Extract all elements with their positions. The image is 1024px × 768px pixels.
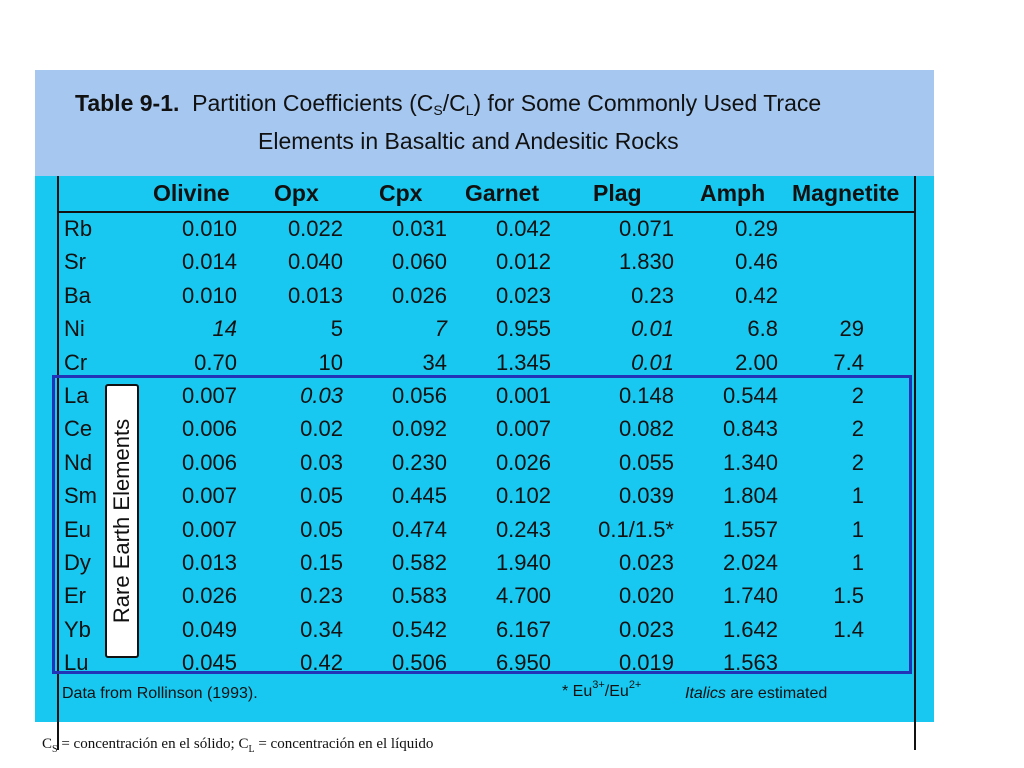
title-text-a: Partition Coefficients (C (192, 90, 434, 116)
cell-plag: 0.055 (618, 449, 674, 475)
cell-garnet: 4.700 (495, 583, 551, 609)
column-header-amph: Amph (700, 180, 766, 206)
cell-plag: 0.148 (618, 383, 674, 408)
cell-plag: 0.1/1.5* (598, 516, 674, 542)
cell-cpx: 0.031 (391, 216, 447, 241)
cell-olivine: 0.014 (181, 249, 237, 275)
cell-amph: 1.642 (722, 616, 778, 642)
footer-cl-sub: L (248, 744, 255, 755)
table-title-line-1 (75, 90, 821, 117)
cell-opx: 10 (318, 349, 343, 375)
table-row-sr (59, 249, 914, 282)
footer-cl-text: = concentración en el líquido (254, 736, 434, 752)
cell-olivine: 0.010 (181, 216, 237, 241)
cell-amph: 1.563 (722, 650, 778, 676)
footer-cs-sub: S (52, 744, 58, 755)
cell-plag: 0.01 (631, 316, 674, 342)
element-label: Cr (64, 349, 88, 375)
element-label: Ni (64, 316, 85, 342)
cell-magnetite: 1.4 (833, 616, 864, 642)
cell-amph: 1.340 (722, 449, 778, 475)
element-label: Lu (64, 650, 89, 676)
footer-cs: C (42, 736, 53, 752)
eu-prefix: * Eu (562, 683, 593, 700)
cell-opx: 0.15 (300, 550, 343, 575)
footer-cs-text: = concentración en el sólido; C (57, 736, 249, 752)
cell-garnet: 0.102 (495, 483, 551, 509)
italics-word: Italics (685, 685, 726, 702)
table-title-line-2: Elements in Basaltic and Andesitic Rocks (258, 128, 679, 154)
cell-olivine: 0.045 (181, 650, 237, 676)
cell-olivine: 0.006 (181, 416, 237, 442)
cell-opx: 0.05 (300, 483, 343, 509)
element-label: Rb (64, 216, 93, 241)
element-label: Sr (64, 249, 86, 275)
eu-footnote (562, 679, 642, 701)
cell-cpx: 0.056 (391, 383, 447, 408)
cell-olivine: 0.006 (181, 449, 237, 475)
cell-opx: 0.013 (287, 282, 343, 308)
cell-olivine: 0.007 (181, 383, 237, 408)
cell-garnet: 0.007 (495, 416, 551, 442)
title-sub-s: S (433, 102, 443, 118)
cell-plag: 0.023 (618, 550, 674, 575)
cell-garnet: 0.001 (495, 383, 551, 408)
ree-label-box (105, 384, 139, 658)
element-label: Sm (64, 483, 97, 509)
cell-plag: 0.082 (618, 416, 674, 442)
cell-amph: 1.740 (722, 583, 778, 609)
ree-highlight-box (52, 375, 912, 674)
table-row-rb (59, 216, 914, 249)
cell-magnetite: 2 (851, 449, 864, 475)
cell-garnet: 1.940 (495, 550, 551, 575)
cell-garnet: 0.012 (495, 249, 551, 275)
cell-olivine: 0.026 (181, 583, 237, 609)
cell-magnetite: 29 (839, 316, 864, 342)
cell-opx: 0.040 (287, 249, 343, 275)
element-label: Yb (64, 616, 91, 642)
cell-plag: 0.020 (618, 583, 674, 609)
cell-amph: 0.544 (722, 383, 778, 408)
cell-olivine: 0.049 (181, 616, 237, 642)
title-sub-l: L (465, 102, 474, 118)
cell-cpx: 0.582 (391, 550, 447, 575)
cell-amph: 6.8 (747, 316, 778, 342)
cell-amph: 0.46 (735, 249, 778, 275)
cell-olivine: 0.013 (181, 550, 237, 575)
cell-opx: 5 (330, 316, 343, 342)
cell-magnetite: 1 (851, 483, 864, 509)
cell-amph: 2.00 (735, 349, 778, 375)
table-number: Table 9-1. (75, 90, 180, 116)
cell-plag: 0.019 (618, 650, 674, 676)
cell-cpx: 0.230 (391, 449, 447, 475)
cell-plag: 0.071 (618, 216, 674, 241)
cell-opx: 0.23 (300, 583, 343, 609)
element-label: Ce (64, 416, 93, 442)
element-label: Er (64, 583, 86, 609)
cell-amph: 1.557 (722, 516, 778, 542)
cell-garnet: 1.345 (495, 349, 551, 375)
cell-magnetite: 1 (851, 516, 864, 542)
cell-amph: 1.804 (722, 483, 778, 509)
source-note: Data from Rollinson (1993). (62, 685, 258, 702)
cell-opx: 0.05 (300, 516, 343, 542)
column-header-plag: Plag (593, 180, 642, 206)
cell-opx: 0.42 (300, 650, 343, 676)
cell-opx: 0.03 (300, 449, 343, 475)
cell-garnet: 6.167 (495, 616, 551, 642)
cell-opx: 0.022 (287, 216, 343, 241)
cell-amph: 0.42 (735, 282, 778, 308)
eu-sup-3: 3+ (592, 679, 605, 691)
cell-cpx: 0.092 (391, 416, 447, 442)
cell-plag: 0.039 (618, 483, 674, 509)
cell-cpx: 0.506 (391, 650, 447, 676)
title-text-c: ) for Some Commonly Used Trace (473, 90, 822, 116)
title-text-b: /C (442, 90, 466, 116)
cell-garnet: 6.950 (495, 650, 551, 676)
title-band (35, 70, 934, 176)
eu-sup-2: 2+ (628, 679, 642, 691)
cell-plag: 1.830 (618, 249, 674, 275)
cell-olivine: 0.010 (181, 282, 237, 308)
cell-garnet: 0.023 (495, 282, 551, 308)
cell-plag: 0.23 (631, 282, 674, 308)
cell-cpx: 0.542 (391, 616, 447, 642)
cell-cpx: 7 (434, 316, 447, 342)
cell-olivine: 0.70 (194, 349, 237, 375)
cell-opx: 0.02 (300, 416, 343, 442)
table-row-ba (59, 283, 914, 316)
cell-magnetite: 2 (851, 383, 864, 408)
column-header-cpx: Cpx (379, 180, 423, 206)
table-row-ni (59, 316, 914, 349)
cell-plag: 0.01 (631, 349, 674, 375)
element-label: Dy (64, 550, 91, 575)
cell-opx: 0.03 (300, 383, 343, 408)
element-label: Nd (64, 449, 93, 475)
cell-amph: 0.843 (722, 416, 778, 442)
column-header-opx: Opx (274, 180, 319, 206)
footer-definition (42, 736, 433, 755)
cell-magnetite: 1 (851, 550, 864, 575)
column-header-magnetite: Magnetite (792, 180, 900, 206)
cell-garnet: 0.243 (495, 516, 551, 542)
cell-cpx: 0.583 (391, 583, 447, 609)
cell-magnetite: 1.5 (833, 583, 864, 609)
cell-magnetite: 2 (851, 416, 864, 442)
cell-cpx: 34 (422, 349, 447, 375)
cell-cpx: 0.060 (391, 249, 447, 275)
cell-amph: 0.29 (735, 216, 778, 241)
cell-cpx: 0.026 (391, 282, 447, 308)
column-header-garnet: Garnet (465, 180, 540, 206)
cell-cpx: 0.445 (391, 483, 447, 509)
cell-olivine: 14 (212, 316, 237, 342)
cell-plag: 0.023 (618, 616, 674, 642)
element-label: Eu (64, 516, 91, 542)
eu-mid: /Eu (604, 683, 629, 700)
cell-magnetite: 7.4 (833, 349, 864, 375)
cell-garnet: 0.042 (495, 216, 551, 241)
italics-note (685, 685, 827, 703)
cell-amph: 2.024 (722, 550, 778, 575)
element-label: Ba (64, 282, 91, 308)
cell-olivine: 0.007 (181, 483, 237, 509)
cell-garnet: 0.026 (495, 449, 551, 475)
cell-cpx: 0.474 (391, 516, 447, 542)
cell-opx: 0.34 (300, 616, 343, 642)
cell-olivine: 0.007 (181, 516, 237, 542)
cell-garnet: 0.955 (495, 316, 551, 342)
header-rule (59, 211, 914, 213)
italics-rest: are estimated (725, 685, 828, 702)
ree-label: Rare Earth Elements (109, 418, 134, 624)
element-label: La (64, 383, 89, 408)
column-header-olivine: Olivine (153, 180, 230, 206)
